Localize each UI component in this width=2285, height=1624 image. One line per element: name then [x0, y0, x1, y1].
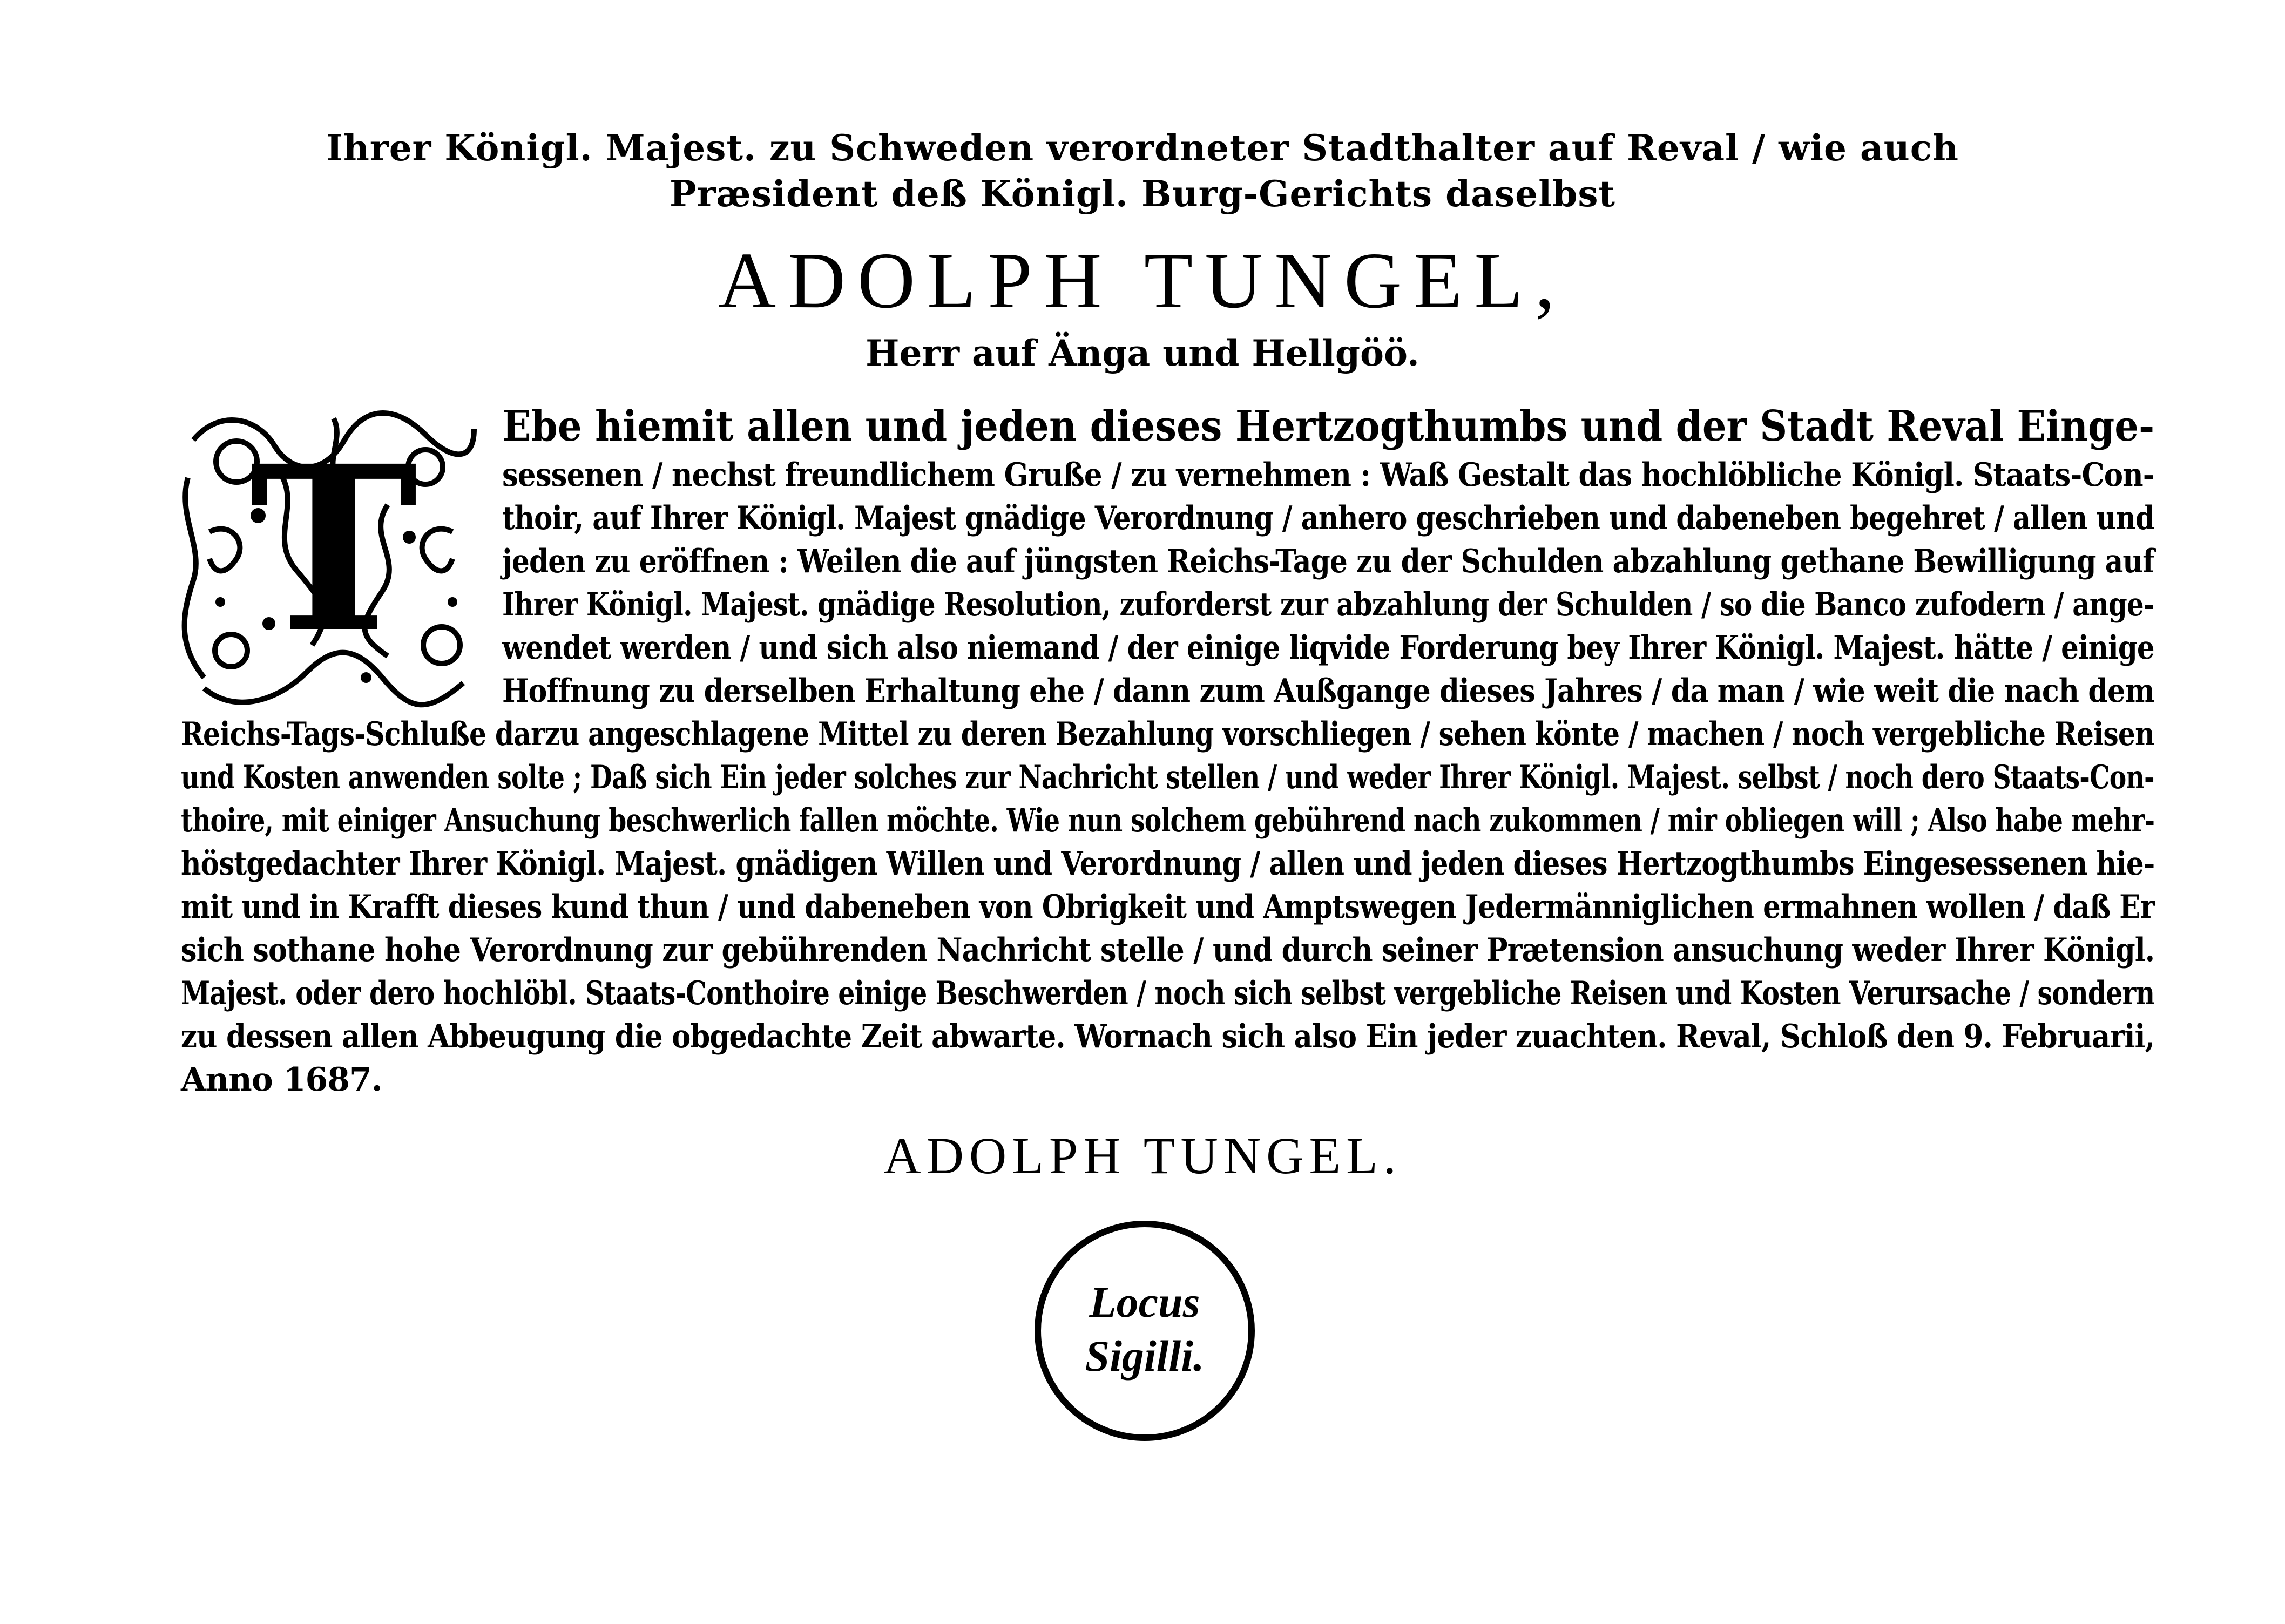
- body-line-first: Ebe hiemit allen und jeden dieses Hertzogthumbs und der Stadt Reval Einge-: [502, 402, 2155, 451]
- initial-letter-glyph: T: [249, 417, 418, 683]
- body-line: und Kosten anwenden solte ; Daß sich Ein jeder solches zur Nachricht stellen / und weder Ihrer Königl. Majest. selbst / noch dero Staats-Con-: [181, 759, 2154, 796]
- seal: [1031, 1217, 1258, 1444]
- signature: ADOLPH TUNGEL.: [883, 1127, 1402, 1185]
- body-line: Hoffnung zu derselben Erhaltung ehe / dann zum Außgange dieses Jahres / da man / wie weit die nach dem: [502, 672, 2154, 710]
- seal-text-line-2: Sigilli.: [1085, 1331, 1205, 1381]
- body-line: Reichs-Tags-Schluße darzu angeschlagene Mittel zu deren Bezahlung vorschliegen / sehen könte / machen / noch vergebliche Reisen: [181, 715, 2154, 753]
- body-line: höstgedachter Ihrer Königl. Majest. gnädigen Willen und Verordnung / allen und jeden dieses Hertzogthumbs Eingesessenen hie-: [181, 845, 2155, 883]
- body-line: sessenen / nechst freundlichem Gruße / zu vernehmen : Waß Gestalt das hochlöbliche Königl. Staats-Con-: [502, 456, 2154, 494]
- body-line: jeden zu eröffnen : Weilen die auf jüngsten Reichs-Tage zu der Schulden abzahlung gethane Bewilligung auf: [502, 543, 2154, 580]
- body-line: sich sothane hohe Verordnung zur gebührenden Nachricht stelle / und durch seiner Prætension ansuchung weder Ihrer Königl.: [181, 931, 2155, 969]
- body-line: mit und in Krafft dieses kund thun / und dabeneben von Obrigkeit und Amptswegen Jedermänniglichen ermahnen wollen / daß Er: [181, 888, 2154, 926]
- subtitle: Herr auf Änga und Hellgöö.: [866, 332, 1419, 374]
- header-line-1: Ihrer Königl. Majest. zu Schweden verordneter Stadthalter auf Reval / wie auch: [326, 127, 1959, 169]
- body-line: Anno 1687.: [181, 1061, 382, 1099]
- body-line: wendet werden / und sich also niemand / der einige liqvide Forderung bey Ihrer Königl. Majest. hätte / einige: [502, 629, 2154, 667]
- header-line-2: Præsident deß Königl. Burg-Gerichts daselbst: [669, 173, 1615, 215]
- body-line: thoire, mit einiger Ansuchung beschwerlich fallen möchte. Wie nun solchem gebührend nach zukommen / mir obliegen will ; Also habe mehr-: [181, 802, 2155, 840]
- body-line: Majest. oder dero hochlöbl. Staats-Conthoire einige Beschwerden / noch sich selbst vergebliche Reisen und Kosten Verursache / sondern: [181, 975, 2155, 1012]
- page-title: ADOLPH TUNGEL,: [718, 236, 1567, 325]
- body-line: thoir, auf Ihrer Königl. Majest gnädige Verordnung / anhero geschrieben und dabeneben begehret / allen und: [502, 499, 2154, 537]
- body-line: zu dessen allen Abbeugung die obgedachte Zeit abwarte. Wornach sich also Ein jeder zuachten. Reval, Schloß den 9. Februarii,: [181, 1018, 2155, 1055]
- seal-text-line-1: Locus: [1089, 1277, 1200, 1327]
- body-line: Ihrer Königl. Majest. gnädige Resolution, zuforderst zur abzahlung der Schulden / so die Banco zufodern / ange-: [502, 586, 2154, 624]
- decorative-initial-letter: [172, 397, 496, 721]
